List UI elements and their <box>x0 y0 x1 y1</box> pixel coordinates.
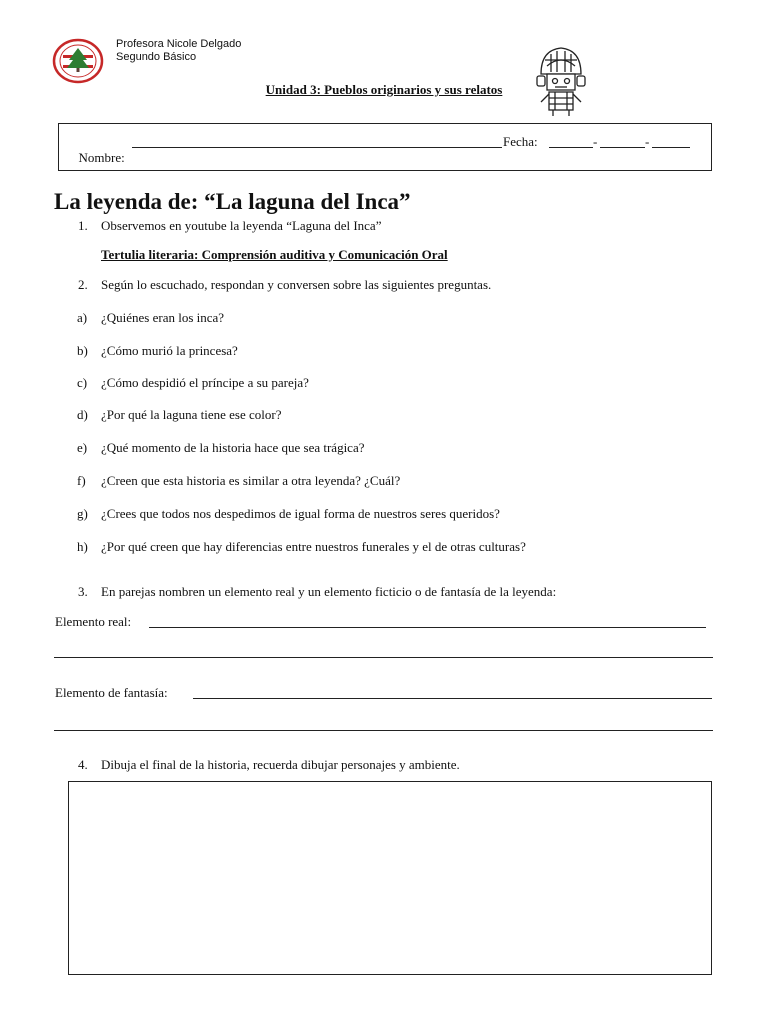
question-letter: b) <box>77 343 88 358</box>
question-letter: f) <box>77 473 86 488</box>
date-field-year[interactable] <box>652 147 690 148</box>
item-text: Según lo escuchado, respondan y conversen sobre las siguientes preguntas. <box>101 277 492 292</box>
question-letter: e) <box>77 440 88 455</box>
real-element-input[interactable] <box>149 627 706 628</box>
date-field-day[interactable] <box>549 147 593 148</box>
question-text: ¿Cómo despidió el príncipe a su pareja? <box>101 375 309 390</box>
fantasy-element-input-extra[interactable] <box>54 730 713 731</box>
item-text: Dibuja el final de la historia, recuerda dibujar personajes y ambiente. <box>101 757 460 772</box>
date-field-month[interactable] <box>600 147 645 148</box>
question-text: ¿Por qué creen que hay diferencias entre nuestros funerales y el de otras culturas? <box>101 539 526 554</box>
question-letter: a) <box>77 310 88 325</box>
unit-title-text: Unidad 3: Pueblos originarios y sus relatos <box>265 82 503 97</box>
question-text: ¿Creen que esta historia es similar a otra leyenda? ¿Cuál? <box>101 473 401 488</box>
drawing-area[interactable] <box>68 781 712 975</box>
item-number: 1. <box>78 218 88 233</box>
item-text: En parejas nombren un elemento real y un elemento ficticio o de fantasía de la leyenda: <box>101 584 557 599</box>
grade-label: Segundo Básico <box>116 51 197 63</box>
teacher-name: Profesora Nicole Delgado <box>116 38 242 50</box>
fantasy-element-row <box>55 685 168 701</box>
school-crest-icon <box>52 38 104 84</box>
item-number: 4. <box>78 757 88 772</box>
question-letter: g) <box>77 506 88 521</box>
real-element-label: Elemento real: <box>55 614 132 629</box>
date-separator: - <box>645 134 650 149</box>
question-text: ¿Quiénes eran los inca? <box>101 310 225 325</box>
question-letter: h) <box>77 539 88 554</box>
unit-title <box>0 82 768 98</box>
name-field[interactable] <box>132 147 502 148</box>
question-text: ¿Por qué la laguna tiene ese color? <box>101 407 282 422</box>
date-label: Fecha: <box>503 134 538 149</box>
name-label: Nombre: <box>78 150 125 165</box>
inca-figure-icon <box>533 44 589 118</box>
item-number: 2. <box>78 277 88 292</box>
question-text: ¿Cómo murió la princesa? <box>101 343 238 358</box>
real-element-input-extra[interactable] <box>54 657 713 658</box>
subheading: Tertulia literaria: Comprensión auditiva y Comunicación Oral <box>101 247 448 262</box>
question-letter: d) <box>77 407 88 422</box>
question-letter: c) <box>77 375 88 390</box>
item-number: 3. <box>78 584 88 599</box>
page-title: La leyenda de: “La laguna del Inca” <box>54 189 411 214</box>
fantasy-element-input[interactable] <box>193 698 712 699</box>
real-element-row <box>55 614 131 630</box>
date-separator: - <box>593 134 598 149</box>
fantasy-element-label: Elemento de fantasía: <box>55 685 168 700</box>
teacher-info <box>116 38 241 64</box>
question-text: ¿Crees que todos nos despedimos de igual forma de nuestros seres queridos? <box>101 506 500 521</box>
question-text: ¿Qué momento de la historia hace que sea trágica? <box>101 440 365 455</box>
item-text: Observemos en youtube la leyenda “Laguna del Inca” <box>101 218 382 233</box>
